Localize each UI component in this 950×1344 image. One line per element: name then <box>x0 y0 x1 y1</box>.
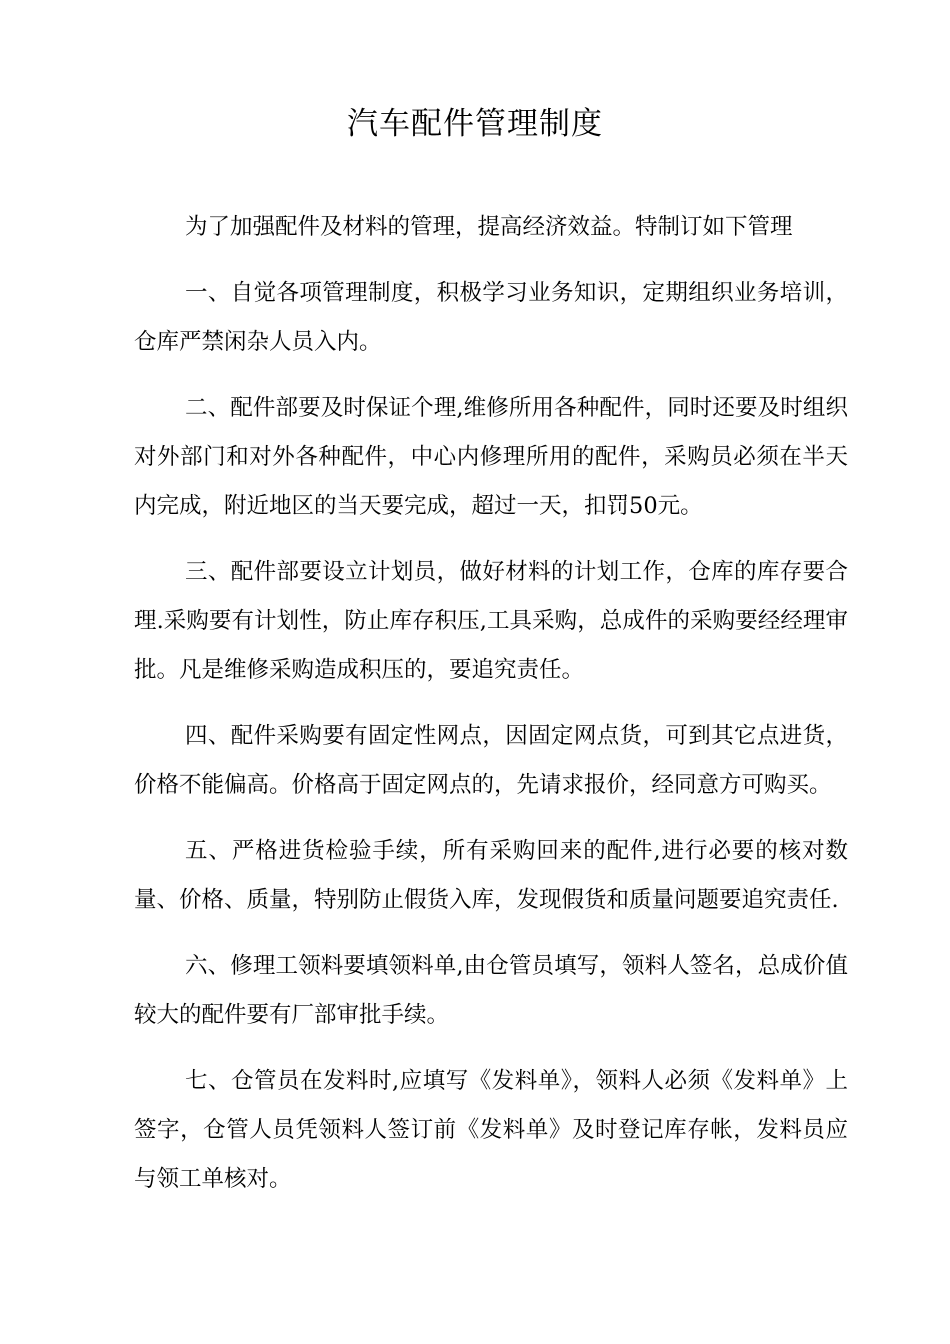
document-title: 汽车配件管理制度 <box>347 106 603 142</box>
paragraph-rule-3: 三、配件部要设立计划员，做好材料的计划工作，仓库的库存要合理.采购要有计划性，防止库存积压,工具采购，总成件的采购要经经理审批。凡是维修采购造成积压的，要追究责任。 <box>134 559 848 683</box>
paragraph-intro: 为了加强配件及材料的管理，提高经济效益。特制订如下管理 <box>185 214 793 240</box>
paragraph-rule-5: 五、严格进货检验手续，所有采购回来的配件,进行必要的核对数量、价格、质量，特别防止假货入库，发现假货和质量问题要追究责任. <box>134 838 848 913</box>
paragraph-rule-2: 二、配件部要及时保证个理,维修所用各种配件，同时还要及时组织对外部门和对外各种配件，中心内修理所用的配件，采购员必须在半天内完成，附近地区的当天要完成，超过一天，扣罚50元。 <box>134 395 848 519</box>
document-body <box>134 203 848 1221</box>
paragraph-rule-1: 一、自觉各项管理制度，积极学习业务知识，定期组织业务培训，仓库严禁闲杂人员入内。 <box>134 280 848 355</box>
paragraph-rule-7: 七、仓管员在发料时,应填写《发料单》，领料人必须《发料单》上签字，仓管人员凭领料人签订前《发料单》及时登记库存帐，发料员应与领工单核对。 <box>134 1068 848 1192</box>
paragraph-rule-6: 六、修理工领料要填领料单,由仓管员填写，领料人签名，总成价值较大的配件要有厂部审批手续。 <box>134 953 848 1028</box>
paragraph-rule-4: 四、配件采购要有固定性网点，因固定网点货，可到其它点进货，价格不能偏高。价格高于固定网点的，先请求报价，经同意方可购买。 <box>134 723 848 798</box>
